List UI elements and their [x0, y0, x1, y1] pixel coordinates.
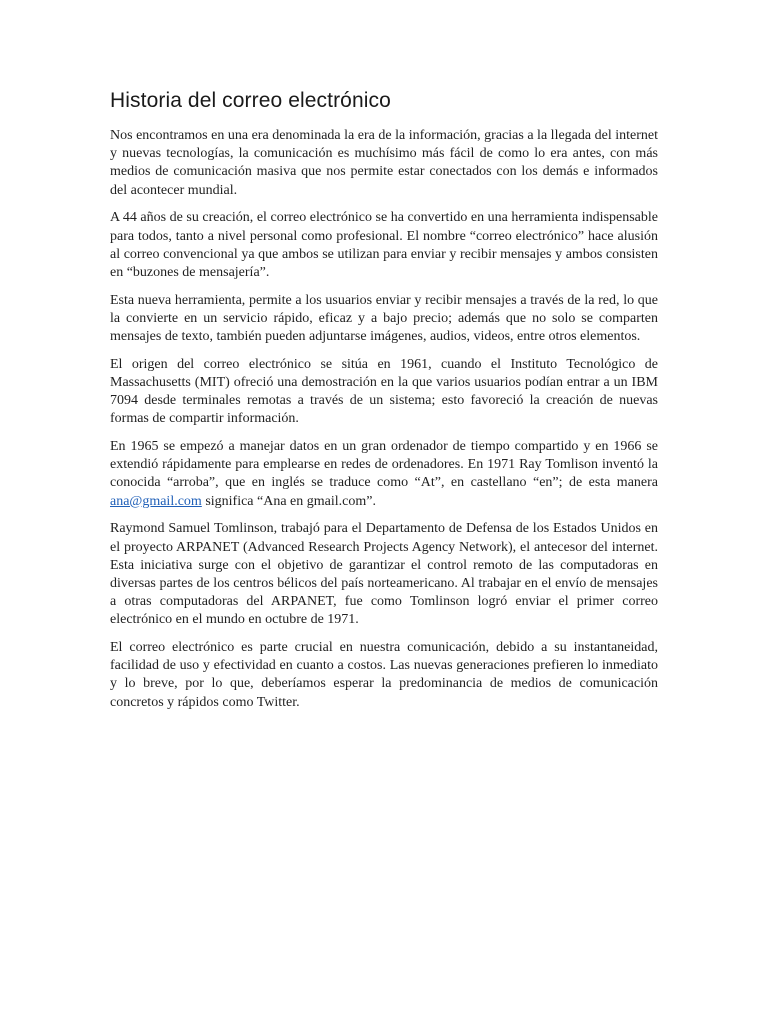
paragraph-4: El origen del correo electrónico se sitúa en 1961, cuando el Instituto Tecnológico de Massachusetts (MIT) ofreció una demostración en la que varios usuarios podían entrar a un IBM 7094 desde terminales remotas a través de un sistema; esto favoreció la creación de nuevas formas de compartir información. [110, 356, 658, 427]
paragraph-6: Raymond Samuel Tomlinson, trabajó para el Departamento de Defensa de los Estados Unidos en el proyecto ARPANET (Advanced Research Projects Agency Network), el antecesor del internet. Esta iniciativa surge con el objetivo de garantizar el control remoto de las computadoras en diversas partes de los centros bélicos del país norteamericano. Al trabajar en el envío de mensajes a otras computadoras del ARPANET, fue como Tomlinson logró enviar el primer correo electrónico en el mundo en octubre de 1971. [110, 521, 658, 628]
paragraph-3: Esta nueva herramienta, permite a los usuarios enviar y recibir mensajes a través de la red, lo que la convierte en un servicio rápido, eficaz y a bajo precio; además que no solo se comparten mensajes de texto, también pueden adjuntarse imágenes, audios, videos, entre otros elementos. [110, 292, 658, 345]
document-body [110, 88, 658, 721]
document-title: Historia del correo electrónico [110, 89, 391, 112]
paragraph-5-text-before: En 1965 se empezó a manejar datos en un gran ordenador de tiempo compartido y en 1966 se extendió rápidamente para emplearse en redes de ordenadores. En 1971 Ray Tomlison inventó la conocida “arroba”, que en inglés se traduce como “At”, en castellano “en”; de esta manera [110, 439, 658, 491]
paragraph-5 [110, 438, 658, 511]
paragraph-1: Nos encontramos en una era denominada la era de la información, gracias a la llegada del internet y nuevas tecnologías, la comunicación es muchísimo más fácil de como lo era antes, con más medios de comunicación masiva que nos permite estar conectados con los demás e informados del acontecer mundial. [110, 128, 658, 198]
paragraph-7: El correo electrónico es parte crucial en nuestra comunicación, debido a su instantaneidad, facilidad de uso y efectividad en cuanto a costos. Las nuevas generaciones prefieren lo inmediato y lo breve, por lo que, deberíamos esperar la predominancia de medios de comunicación concretos y rápidos como Twitter. [110, 640, 658, 710]
email-link[interactable]: ana@gmail.com [110, 493, 202, 509]
paragraph-5-text-after: significa “Ana en gmail.com”. [201, 493, 376, 509]
paragraph-2: A 44 años de su creación, el correo electrónico se ha convertido en una herramienta indispensable para todos, tanto a nivel personal como profesional. El nombre “correo electrónico” hace alusión al correo convencional ya que ambos se utilizan para enviar y recibir mensajes y ambos consisten en “buzones de mensajería”. [110, 210, 658, 280]
